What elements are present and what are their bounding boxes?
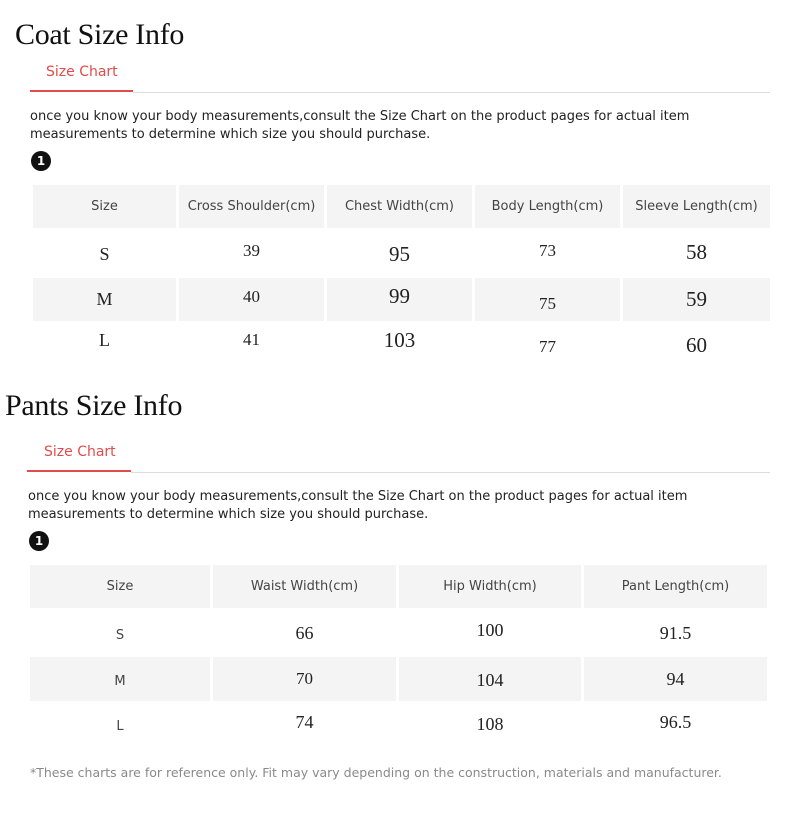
coat-header-chest-width: Chest Width(cm): [327, 185, 472, 228]
coat-m-body-length: 75: [475, 278, 620, 321]
coat-size-m: M: [33, 278, 176, 321]
coat-header-cross-shoulder: Cross Shoulder(cm): [179, 185, 324, 228]
pants-step-1-icon: 1: [29, 531, 49, 551]
coat-m-sleeve-length: 59: [623, 278, 770, 321]
coat-m-cross-shoulder: 40: [179, 278, 324, 321]
coat-header-size: Size: [33, 185, 176, 228]
coat-size-chart-tab[interactable]: Size Chart: [46, 64, 118, 80]
pants-s-waist-width: 66: [295, 622, 314, 643]
pants-tab-underline: [27, 470, 131, 472]
coat-header-sleeve-length: Sleeve Length(cm): [623, 185, 770, 228]
pants-s-pant-length: 91.5: [659, 622, 692, 643]
table-row: [30, 657, 767, 701]
table-row: [33, 323, 770, 357]
pants-size-chart-tab[interactable]: Size Chart: [44, 444, 116, 460]
coat-size-s: S: [99, 243, 110, 264]
coat-s-sleeve-length: 58: [686, 239, 707, 264]
pants-tab-rule: [131, 472, 770, 473]
coat-l-body-length: 77: [539, 337, 556, 356]
table-row: [30, 703, 767, 745]
coat-m-chest-width: 99: [327, 278, 472, 321]
table-row: [33, 278, 770, 321]
pants-header-hip-width: Hip Width(cm): [399, 565, 581, 608]
coat-step-1-icon: 1: [31, 151, 51, 171]
coat-l-cross-shoulder: 41: [243, 330, 260, 349]
pants-size-l: L: [116, 718, 124, 734]
coat-l-sleeve-length: 60: [686, 332, 707, 357]
pants-m-waist-width: 70: [213, 657, 396, 701]
pants-m-hip-width: 104: [399, 657, 581, 701]
pants-m-pant-length: 94: [584, 657, 767, 701]
coat-header-body-length: Body Length(cm): [475, 185, 620, 228]
coat-header-row: [33, 185, 770, 228]
coat-tab-underline: [30, 90, 133, 92]
pants-l-waist-width: 74: [295, 711, 314, 732]
table-row: [30, 611, 767, 655]
reference-footnote: *These charts are for reference only. Fit may vary depending on the construction, materials and manufacturer.: [30, 765, 722, 780]
coat-intro-line-1: once you know your body measurements,consult the Size Chart on the product pages for actual item: [30, 109, 690, 124]
pants-section-title: Pants Size Info: [5, 389, 183, 422]
coat-l-chest-width: 103: [383, 327, 416, 352]
pants-size-table: [30, 565, 767, 745]
pants-header-row: [30, 565, 767, 608]
pants-l-pant-length: 96.5: [659, 711, 692, 732]
coat-tab-rule: [133, 92, 770, 93]
pants-size-s: S: [115, 627, 125, 643]
pants-s-hip-width: 100: [476, 619, 504, 640]
pants-header-waist-width: Waist Width(cm): [213, 565, 396, 608]
coat-s-cross-shoulder: 39: [243, 241, 260, 260]
coat-intro-line-2: measurements to determine which size you should purchase.: [30, 127, 431, 142]
pants-intro-line-1: once you know your body measurements,consult the Size Chart on the product pages for actual item: [28, 489, 688, 504]
pants-size-m: M: [30, 657, 210, 701]
coat-s-body-length: 73: [539, 241, 556, 260]
pants-header-size: Size: [30, 565, 210, 608]
coat-size-l: L: [99, 329, 110, 350]
coat-section-title: Coat Size Info: [15, 18, 185, 51]
pants-intro-line-2: measurements to determine which size you should purchase.: [28, 507, 429, 522]
pants-l-hip-width: 108: [476, 713, 504, 734]
table-row: [33, 233, 770, 275]
pants-header-pant-length: Pant Length(cm): [584, 565, 767, 608]
coat-s-chest-width: 95: [389, 241, 410, 266]
coat-size-table: [33, 185, 770, 357]
